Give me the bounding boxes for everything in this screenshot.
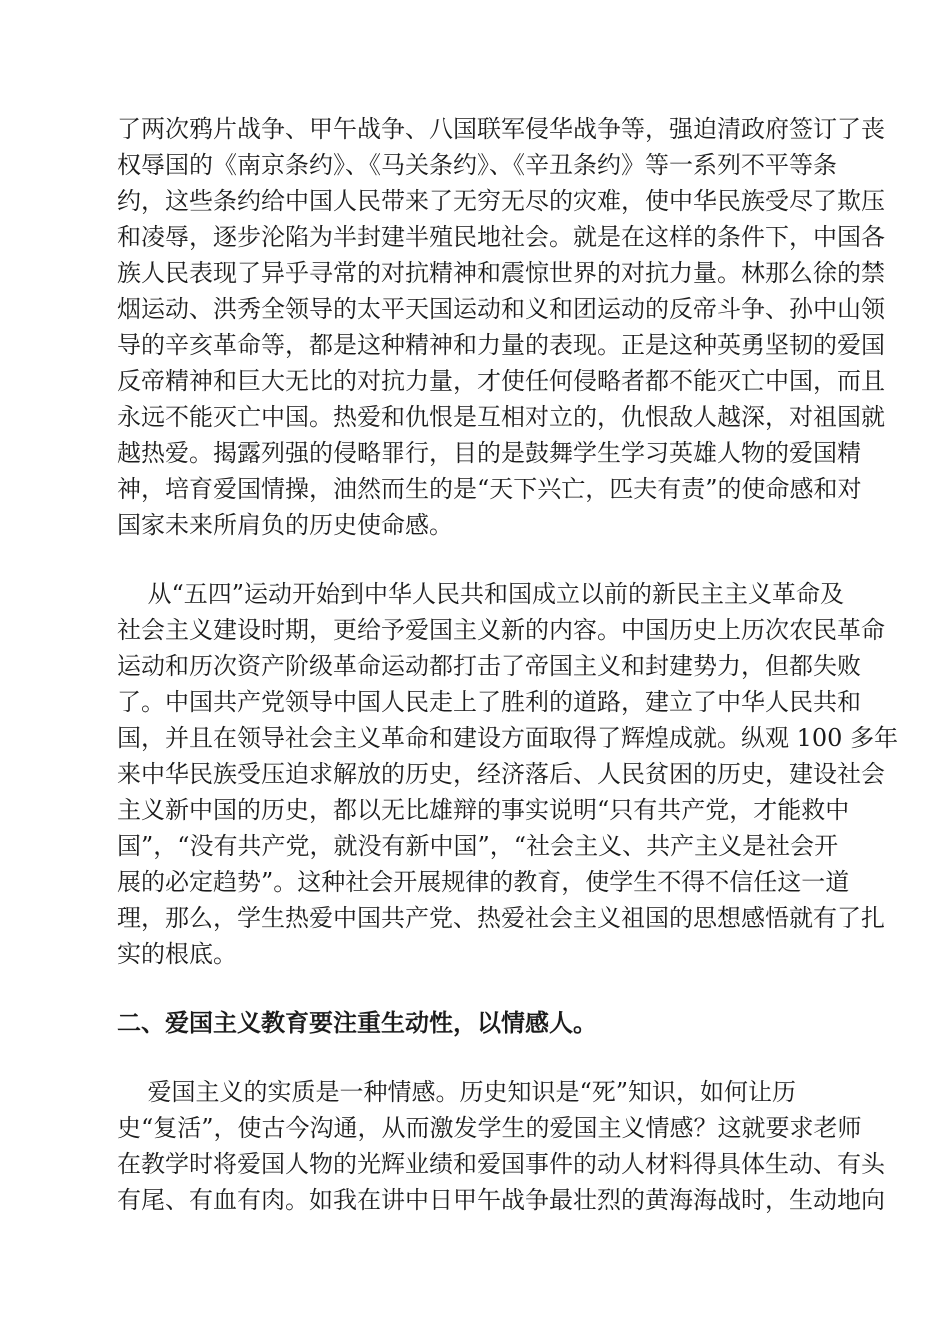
paragraph-line: 社会主义建设时期，更给予爱国主义新的内容。中国历史上历次农民革命 — [117, 616, 885, 644]
paragraph-line: 爱国主义的实质是一种情感。历史知识是“死”知识，如何让历 — [117, 1078, 797, 1106]
section-heading: 二、爱国主义教育要注重生动性，以情感人。 — [117, 1008, 597, 1037]
paragraph-line: 约，这些条约给中国人民带来了无穷无尽的灾难，使中华民族受尽了欺压 — [117, 187, 885, 215]
paragraph-line: 越热爱。揭露列强的侵略罪行，目的是鼓舞学生学习英雄人物的爱国精 — [117, 439, 861, 467]
paragraph-line: 永远不能灭亡中国。热爱和仇恨是互相对立的，仇恨敌人越深，对祖国就 — [117, 403, 885, 431]
document-body — [117, 111, 899, 1218]
paragraph-spacer — [117, 972, 833, 1005]
paragraph-line: 理，那么，学生热爱中国共产党、热爱社会主义祖国的思想感悟就有了扎 — [117, 904, 885, 932]
paragraph-line: 导的辛亥革命等，都是这种精神和力量的表现。正是这种英勇坚韧的爱国 — [117, 331, 885, 359]
paragraph-line: 神，培育爱国情操，油然而生的是“天下兴亡，匹夫有责”的使命感和对 — [117, 475, 862, 503]
paragraph-line: 了两次鸦片战争、甲午战争、八国联军侵华战争等，强迫清政府签订了丧 — [117, 115, 885, 143]
paragraph-line: 权辱国的《南京条约》、《马关条约》、《辛丑条约》等一系列不平等条 — [117, 151, 837, 179]
paragraph-line: 族人民表现了异乎寻常的对抗精神和震惊世界的对抗力量。林那么徐的禁 — [117, 259, 885, 287]
paragraph-line: 运动和历次资产阶级革命运动都打击了帝国主义和封建势力，但都失败 — [117, 652, 861, 680]
paragraph-2 — [117, 576, 899, 972]
paragraph-line: 展的必定趋势”。这种社会开展规律的教育，使学生不得不信任这一道 — [117, 868, 850, 896]
paragraph-line: 主义新中国的历史，都以无比雄辩的事实说明“只有共产党，才能救中 — [117, 796, 850, 824]
paragraph-line: 国，并且在领导社会主义革命和建设方面取得了辉煌成就。纵观 100 多年 — [117, 724, 899, 752]
paragraph-1 — [117, 111, 885, 543]
paragraph-line: 实的根底。 — [117, 940, 237, 968]
paragraph-line: 来中华民族受压迫求解放的历史，经济落后、人民贫困的历史，建设社会 — [117, 760, 885, 788]
paragraph-spacer — [117, 1041, 833, 1074]
paragraph-line: 从“五四”运动开始到中华人民共和国成立以前的新民主主义革命及 — [117, 580, 845, 608]
paragraph-line: 烟运动、洪秀全领导的太平天国运动和义和团运动的反帝斗争、孙中山领 — [117, 295, 885, 323]
paragraph-line: 国”，“没有共产党，就没有新中国”，“社会主义、共产主义是社会开 — [117, 832, 839, 860]
paragraph-3 — [117, 1074, 885, 1218]
paragraph-line: 了。中国共产党领导中国人民走上了胜利的道路，建立了中华人民共和 — [117, 688, 861, 716]
paragraph-line: 和凌辱，逐步沦陷为半封建半殖民地社会。就是在这样的条件下，中国各 — [117, 223, 885, 251]
paragraph-line: 有尾、有血有肉。如我在讲中日甲午战争最壮烈的黄海海战时，生动地向 — [117, 1186, 885, 1214]
paragraph-line: 史“复活”，使古今沟通，从而激发学生的爱国主义情感？这就要求老师 — [117, 1114, 862, 1142]
paragraph-line: 反帝精神和巨大无比的对抗力量，才使任何侵略者都不能灭亡中国，而且 — [117, 367, 885, 395]
paragraph-line: 国家未来所肩负的历史使命感。 — [117, 511, 453, 539]
paragraph-spacer — [117, 543, 833, 576]
paragraph-line: 在教学时将爱国人物的光辉业绩和爱国事件的动人材料得具体生动、有头 — [117, 1150, 885, 1178]
